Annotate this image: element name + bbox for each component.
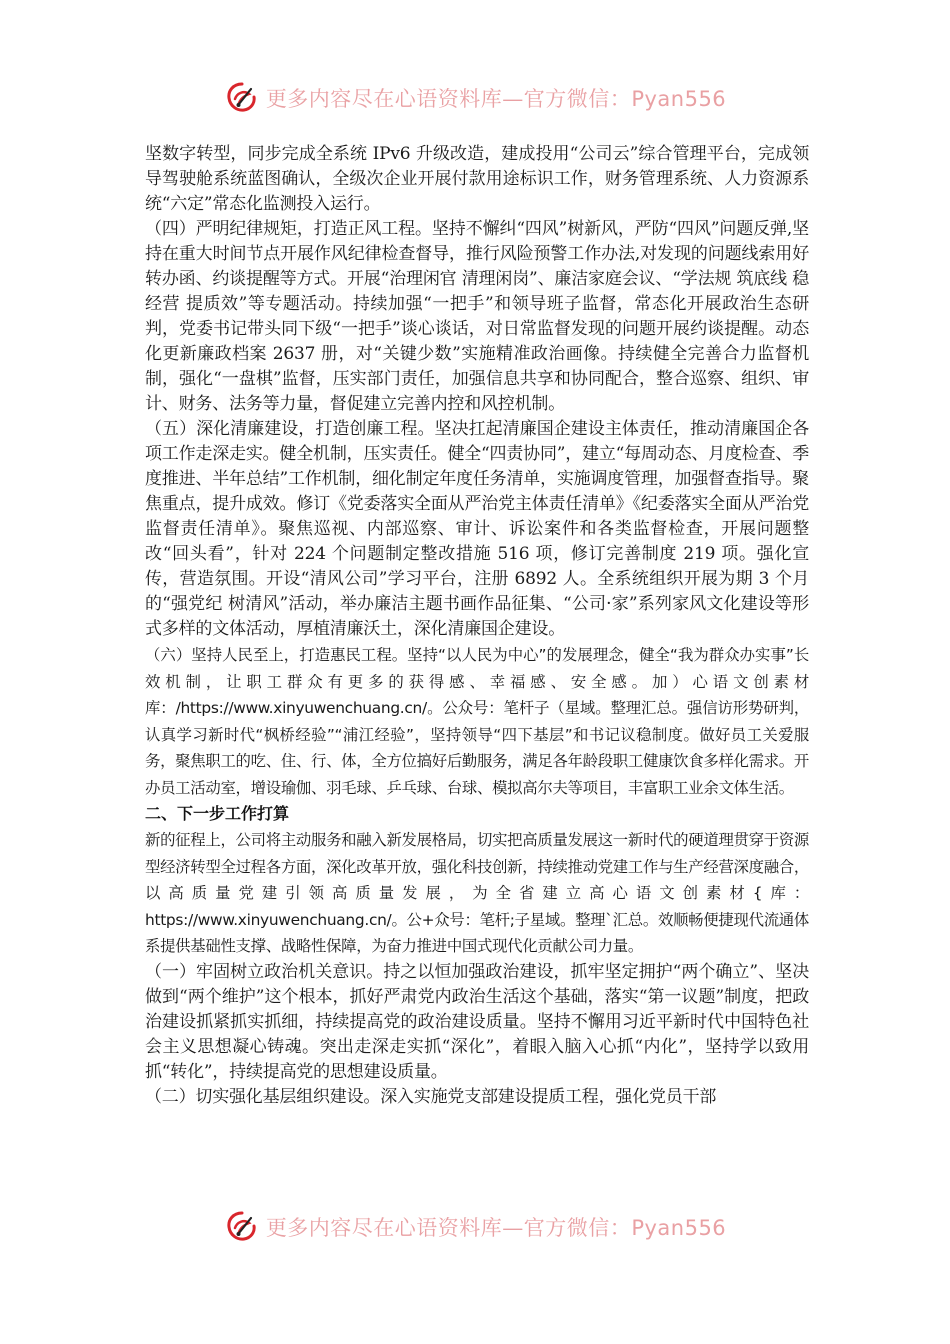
watermark-footer [0,1209,950,1251]
paragraph-next-steps-intro: 新的征程上，公司将主动服务和融入新发展格局，切实把高质量发展这一新时代的硬道理贯穿于资源型经济转型全过程各方面，深化改革开放，强化科技创新，持续推动党建工作与生产经营深度融合，以高质量党建引领高质量发展，为全省建立高心语文创素材{库：https://www.xinyuwenchuang.cn/。公+众号：笔杆;子星域。整理`汇总。效顺畅便捷现代流通体系提供基础性支撑、战略性保障，为奋力推进中国式现代化贡献公司力量。 [145,831,809,955]
document-body [145,142,809,1110]
paragraph-digital-transformation: 坚数字转型，同步完成全系统 IPv6 升级改造，建成投用“公司云”综合管理平台，完成领导驾驶舱系统蓝图确认，全级次企业开展付款用途标识工作，财务管理系统、人力资源系统“六定”常态化监测投入运行。 [145,144,809,214]
watermark-text: 更多内容尽在心语资料库—官方微信：Pyan556 [265,1216,727,1240]
paragraph-section-5: （五）深化清廉建设，打造创廉工程。坚决扛起清廉国企建设主体责任，推动清廉国企各项工作走深走实。健全机制，压实责任。健全“四责协同”，建立“每周动态、月度检查、季度推进、半年总结”工作机制，细化制定年度任务清单，实施调度管理，加强督查指导。聚焦重点，提升成效。修订《党委落实全面从严治党主体责任清单》《纪委落实全面从严治党监督责任清单》。聚焦巡视、内部巡察、审计、诉讼案件和各类监督检查，开展问题整改“回头看”，针对 224 个问题制定整改措施 516 项，修订完善制度 219 项。强化宣传，营造氛围。开设“清风公司”学习平台，注册 6892 人。全系统组织开展为期 3 个月的“强党纪 树清风”活动，举办廉洁主题书画作品征集、“公司·家”系列家风文化建设等形式多样的文体活动，厚植清廉沃土，深化清廉国企建设。 [145,419,809,639]
brush-swirl-logo-icon [224,80,260,116]
watermark-text: 更多内容尽在心语资料库—官方微信：Pyan556 [265,87,727,111]
watermark-header [0,80,950,122]
section-heading-next-steps: 二、下一步工作打算 [145,804,290,823]
paragraph-next-steps-1: （一）牢固树立政治机关意识。持之以恒加强政治建设，抓牢坚定拥护“两个确立”、坚决做到“两个维护”这个根本，抓好严肃党内政治生活这个基础，落实“第一议题”制度，把政治建设抓紧抓实抓细，持续提高党的政治建设质量。坚持不懈用习近平新时代中国特色社会主义思想凝心铸魂。突出走深走实抓“深化”，着眼入脑入心抓“内化”，坚持学以致用抓“转化”，持续提高党的思想建设质量。 [145,961,809,1082]
brush-swirl-logo-icon [224,1209,260,1245]
paragraph-section-4: （四）严明纪律规矩，打造正风工程。坚持不懈纠“四风”树新风，严防“四风”问题反弹,坚持在重大时间节点开展作风纪律检查督导，推行风险预警工作办法,对发现的问题线索用好转办函、约谈提醒等方式。开展“治理闲官 清理闲岗”、廉洁家庭会议、“学法规 筑底线 稳经营 提质效”等专题活动。持续加强“一把手”和领导班子监督，常态化开展政治生态研判，党委书记带头同下级“一把手”谈心谈话，对日常监督发现的问题开展约谈提醒。动态化更新廉政档案 2637 册，对“关键少数”实施精准政治画像。持续健全完善合力监督机制，强化“一盘棋”监督，压实部门责任，加强信息共享和协同配合，整合巡察、组织、审计、财务、法务等力量，督促建立完善内控和风控机制。 [145,219,809,414]
paragraph-next-steps-2: （二）切实强化基层组织建设。深入实施党支部建设提质工程，强化党员干部 [145,1086,717,1107]
paragraph-section-6: （六）坚持人民至上，打造惠民工程。坚持“以人民为中心”的发展理念，健全“我为群众办实事”长效机制，让职工群众有更多的获得感、幸福感、安全感。加）心语文创素材库：/https://www.xinyuwenchuang.cn/。公众号：笔杆子（星域。整理汇总。强信访形势研判，认真学习新时代“枫桥经验”“浦江经验”，坚持领导“四下基层”和书记议稳制度。做好员工关爱服务，聚焦职工的吃、住、行、体，全方位搞好后勤服务，满足各年龄段职工健康饮食多样化需求。开办员工活动室，增设瑜伽、羽毛球、乒乓球、台球、模拟高尔夫等项目，丰富职工业余文体生活。 [145,646,809,797]
